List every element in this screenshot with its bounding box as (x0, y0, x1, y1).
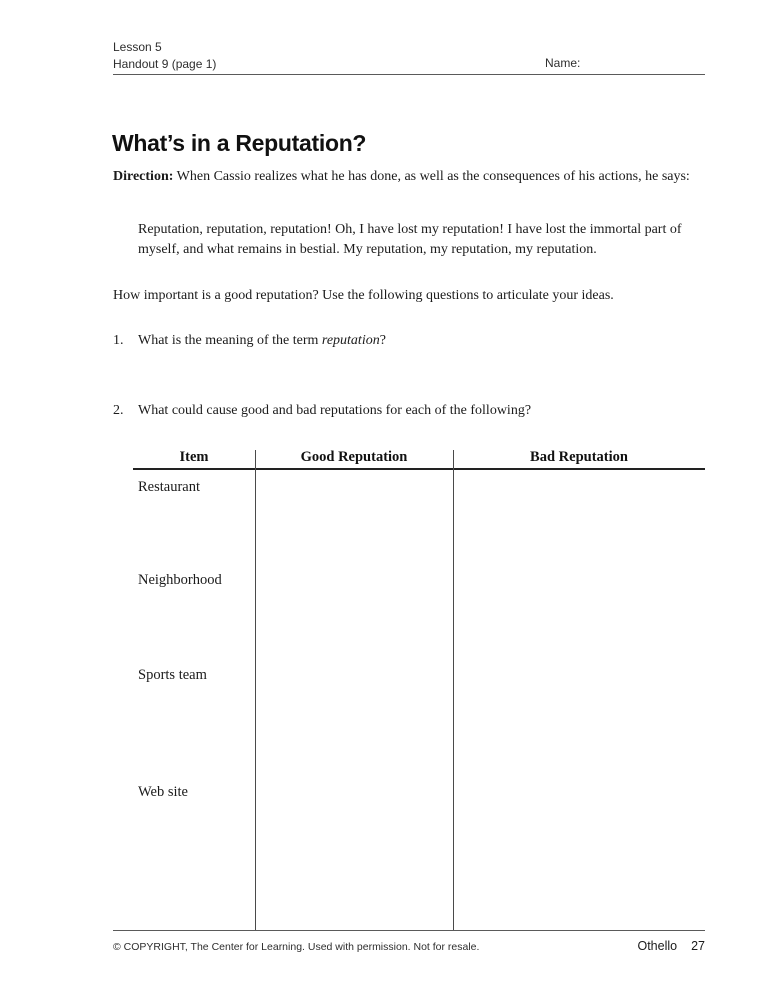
footer-rule (113, 930, 705, 931)
handout-label: Handout 9 (page 1) (113, 57, 217, 71)
direction-text: When Cassio realizes what he has done, as well as the consequences of his actions, he says: (176, 169, 690, 184)
table-header-item: Item (179, 449, 209, 465)
row-label-restaurant: Restaurant (138, 479, 201, 495)
cell-sports-team-bad[interactable] (454, 658, 704, 775)
cell-web-site-bad[interactable] (454, 775, 704, 930)
question-1 (113, 331, 705, 351)
cell-restaurant-good[interactable] (256, 470, 452, 563)
direction-label: Direction: (113, 169, 174, 184)
name-label: Name: (545, 56, 581, 70)
row-label-sports-team: Sports team (138, 667, 207, 683)
cell-web-site-good[interactable] (256, 775, 452, 930)
table-header-good-reputation: Good Reputation (300, 449, 408, 465)
question-2-text: What could cause good and bad reputations for each of the following? (138, 403, 532, 418)
cell-restaurant-bad[interactable] (454, 470, 704, 563)
page-number: 27 (691, 939, 705, 953)
question-1-text: What is the meaning of the term reputation? (138, 333, 386, 348)
footer-page-info (637, 939, 705, 953)
question-1-answer-area[interactable] (138, 352, 705, 397)
lesson-label: Lesson 5 (113, 40, 162, 54)
question-2-number: 2. (113, 403, 124, 418)
copyright-text: © COPYRIGHT, The Center for Learning. Used with permission. Not for resale. (113, 941, 480, 953)
page-title: What’s in a Reputation? (112, 130, 367, 156)
question-2 (113, 401, 705, 421)
cassio-quote: Reputation, reputation, reputation! Oh, I have lost my reputation! I have lost the immortal part of myself, and what remains in bestial. My reputation, my reputation, my reputation. (138, 222, 682, 257)
table-header-bad-reputation: Bad Reputation (530, 449, 628, 465)
row-label-neighborhood: Neighborhood (138, 572, 222, 588)
question-1-number: 1. (113, 333, 124, 348)
cell-neighborhood-good[interactable] (256, 563, 452, 658)
cell-neighborhood-bad[interactable] (454, 563, 704, 658)
cell-sports-team-good[interactable] (256, 658, 452, 775)
book-title: Othello (637, 939, 678, 953)
header-rule (113, 74, 705, 75)
direction-paragraph (113, 167, 705, 187)
intro-text: How important is a good reputation? Use the following questions to articulate your ideas. (113, 288, 614, 303)
row-label-web-site: Web site (138, 784, 188, 800)
header-lesson-block (113, 39, 216, 73)
